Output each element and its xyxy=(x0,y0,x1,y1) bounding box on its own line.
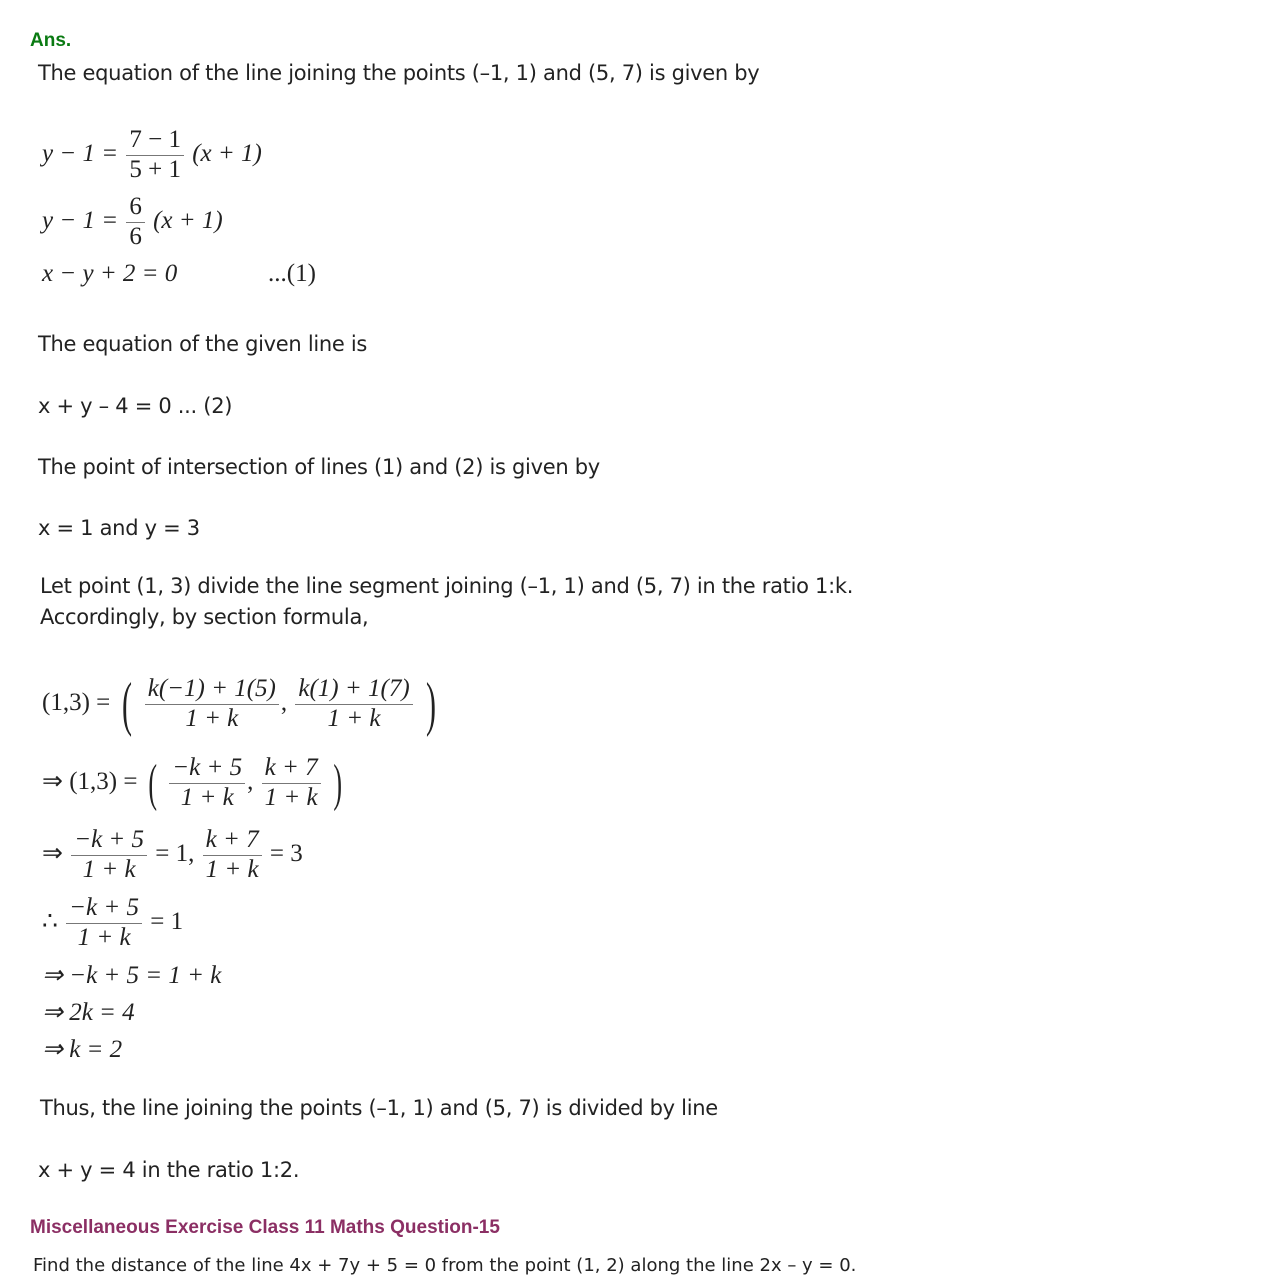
sec2-fraction-y xyxy=(262,754,321,813)
sec2-fraction-x xyxy=(169,754,245,813)
section-formula-step-5: ⇒ −k + 5 = 1 + k xyxy=(42,962,222,989)
sec2-lhs: ⇒ (1,3) = xyxy=(42,768,138,796)
sec2-numerator-x: −k + 5 xyxy=(169,754,245,784)
sec2-denominator-x: 1 + k xyxy=(180,784,234,811)
eq2-rhs: (x + 1) xyxy=(153,206,223,234)
section-formula-step-3 xyxy=(42,826,303,885)
paragraph-line-equation-intro: The equation of the line joining the points (–1, 1) and (5, 7) is given by xyxy=(38,61,760,85)
eq2-fraction xyxy=(126,193,145,252)
answer-label: Ans. xyxy=(30,30,72,51)
paragraph-given-line: The equation of the given line is xyxy=(38,332,368,356)
next-question-text: Find the distance of the line 4x + 7y + 5 = 0 from the point (1, 2) along the line 2x – y = 0. xyxy=(33,1255,857,1276)
sec3-denominator-y: 1 + k xyxy=(205,855,259,883)
sec3-denominator-x: 1 + k xyxy=(82,855,136,883)
sec1-fraction-y xyxy=(295,675,412,734)
paragraph-intersection: The point of intersection of lines (1) and (2) is given by xyxy=(38,455,600,479)
sec3-fraction-x xyxy=(71,826,147,885)
paragraph-conclusion: Thus, the line joining the points (–1, 1) and (5, 7) is divided by line xyxy=(40,1096,718,1120)
eq2-numerator: 6 xyxy=(126,193,145,223)
eq1-numerator: 7 − 1 xyxy=(126,126,184,156)
section-formula-step-4 xyxy=(42,894,183,953)
sec1-fraction-x xyxy=(145,675,279,734)
equation-given-line: x + y – 4 = 0 ... (2) xyxy=(38,394,233,418)
left-paren: ( xyxy=(121,671,132,737)
right-paren: ) xyxy=(333,755,342,812)
section-formula-step-7: ⇒ k = 2 xyxy=(42,1036,123,1063)
sec4-rhs: = 1 xyxy=(150,907,184,935)
sec4-denominator: 1 + k xyxy=(77,923,131,951)
sec3-numerator-x: −k + 5 xyxy=(71,826,147,856)
sec3-fraction-y xyxy=(203,826,262,885)
sec1-denominator-x: 1 + k xyxy=(185,705,239,732)
paragraph-conclusion-ratio: x + y = 4 in the ratio 1:2. xyxy=(38,1158,300,1182)
section-formula-step-2: ⇒ (1,3) = ( $\frac{-k + 5}{1 + k}$ , $\frac{k + 7}{1 + k}$ ) xyxy=(42,754,342,812)
equation-ref-1: ...(1) xyxy=(268,260,316,287)
sec3-numerator-y: k + 7 xyxy=(203,826,262,856)
section-formula-step-6: ⇒ 2k = 4 xyxy=(42,999,135,1026)
sec2-denominator-y: 1 + k xyxy=(264,784,318,811)
eq1-denominator: 5 + 1 xyxy=(129,155,181,183)
eq2-denominator: 6 xyxy=(129,222,142,250)
eq2-lhs: y − 1 = xyxy=(42,206,119,234)
sec1-numerator-x: k(−1) + 1(5) xyxy=(145,675,279,705)
equation-two-point-form xyxy=(42,126,262,185)
right-paren: ) xyxy=(425,671,436,737)
sec4-fraction xyxy=(66,894,142,953)
sec2-numerator-y: k + 7 xyxy=(262,754,321,784)
left-paren: ( xyxy=(148,755,157,812)
sec3-mid: = 1, xyxy=(155,839,195,867)
sec1-lhs: (1,3) = xyxy=(42,689,111,717)
section-formula-step-1: (1,3) = ( $\frac{k(-1) + 1(5)}{1 + k}$ , $\frac{k(1) + 1(7)}{1 + k}$ ) xyxy=(42,671,436,737)
paragraph-ratio-assumption: Let point (1, 3) divide the line segment joining (–1, 1) and (5, 7) in the ratio 1:k. xyxy=(40,574,854,598)
intersection-values: x = 1 and y = 3 xyxy=(38,516,200,540)
sec3-rhs: = 3 xyxy=(269,839,303,867)
therefore-symbol: ∴ xyxy=(42,907,58,935)
equation-simplified xyxy=(42,193,223,252)
paragraph-section-formula: Accordingly, by section formula, xyxy=(40,605,369,629)
equation-line-1: x − y + 2 = 0 xyxy=(42,260,178,287)
sec1-numerator-y: k(1) + 1(7) xyxy=(295,675,412,705)
next-question-heading: Miscellaneous Exercise Class 11 Maths Question-15 xyxy=(30,1217,500,1238)
sec3-lhs: ⇒ xyxy=(42,839,63,867)
sec1-denominator-y: 1 + k xyxy=(327,705,381,732)
eq1-fraction xyxy=(126,126,184,185)
sec4-numerator: −k + 5 xyxy=(66,894,142,924)
eq1-rhs: (x + 1) xyxy=(192,139,262,167)
eq1-lhs: y − 1 = xyxy=(42,139,119,167)
